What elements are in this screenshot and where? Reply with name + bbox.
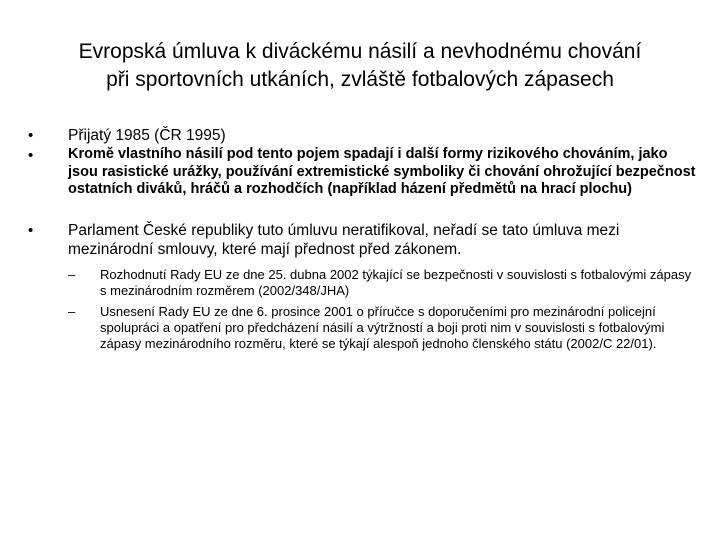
bullet-marker: • [28, 221, 34, 239]
bullet-list [28, 126, 700, 357]
bullet-text: Parlament České republiky tuto úmluvu neratifikoval, neřadí se tato úmluva mezi mezinárodní smlouvy, které mají přednost před zákonem. [68, 221, 620, 258]
sub-bullet-item [68, 267, 700, 299]
sub-bullet-list [68, 267, 700, 352]
slide-title [40, 38, 680, 94]
bullet-text: Přijatý 1985 (ČR 1995) [68, 127, 226, 144]
bullet-marker: • [28, 127, 34, 144]
sub-bullet-text: Rozhodnutí Rady EU ze dne 25. dubna 2002 týkající se bezpečnosti v souvislosti s fotbalovými zápasy s mezinárodním rozměrem (2002/348/JHA) [100, 266, 692, 298]
bullet-marker: • [28, 147, 34, 164]
sub-bullet-marker: – [68, 266, 76, 282]
bullet-item [28, 146, 700, 199]
sub-bullet-marker: – [68, 303, 76, 319]
sub-bullet-item [68, 304, 700, 352]
sub-bullet-text: Usnesení Rady EU ze dne 6. prosince 2001 o příručce s doporučeními pro mezinárodní policejní spolupráci a opatření pro předcházení násilí a výtržností a boji proti nim v souvislosti s fotbalovými zápasy mezinárodního rozměru, které se týkají alespoň jednoho členského státu (2002/C 22/01). [100, 303, 665, 351]
bullet-text: Kromě vlastního násilí pod tento pojem spadají i další formy rizikového chováním, jako jsou rasistické urážky, používání extremistické symboliky či chování ohrožující bezpečnost ostatních diváků, hráčů a rozhodčích (například házení předmětů na hrací plochu) [68, 146, 696, 197]
title-line-2: při sportovních utkáních, zvláště fotbalových zápasech [106, 68, 614, 91]
bullet-item [28, 221, 700, 259]
bullet-item [28, 126, 700, 146]
title-line-1: Evropská úmluva k diváckému násilí a nevhodnému chování [78, 40, 642, 63]
